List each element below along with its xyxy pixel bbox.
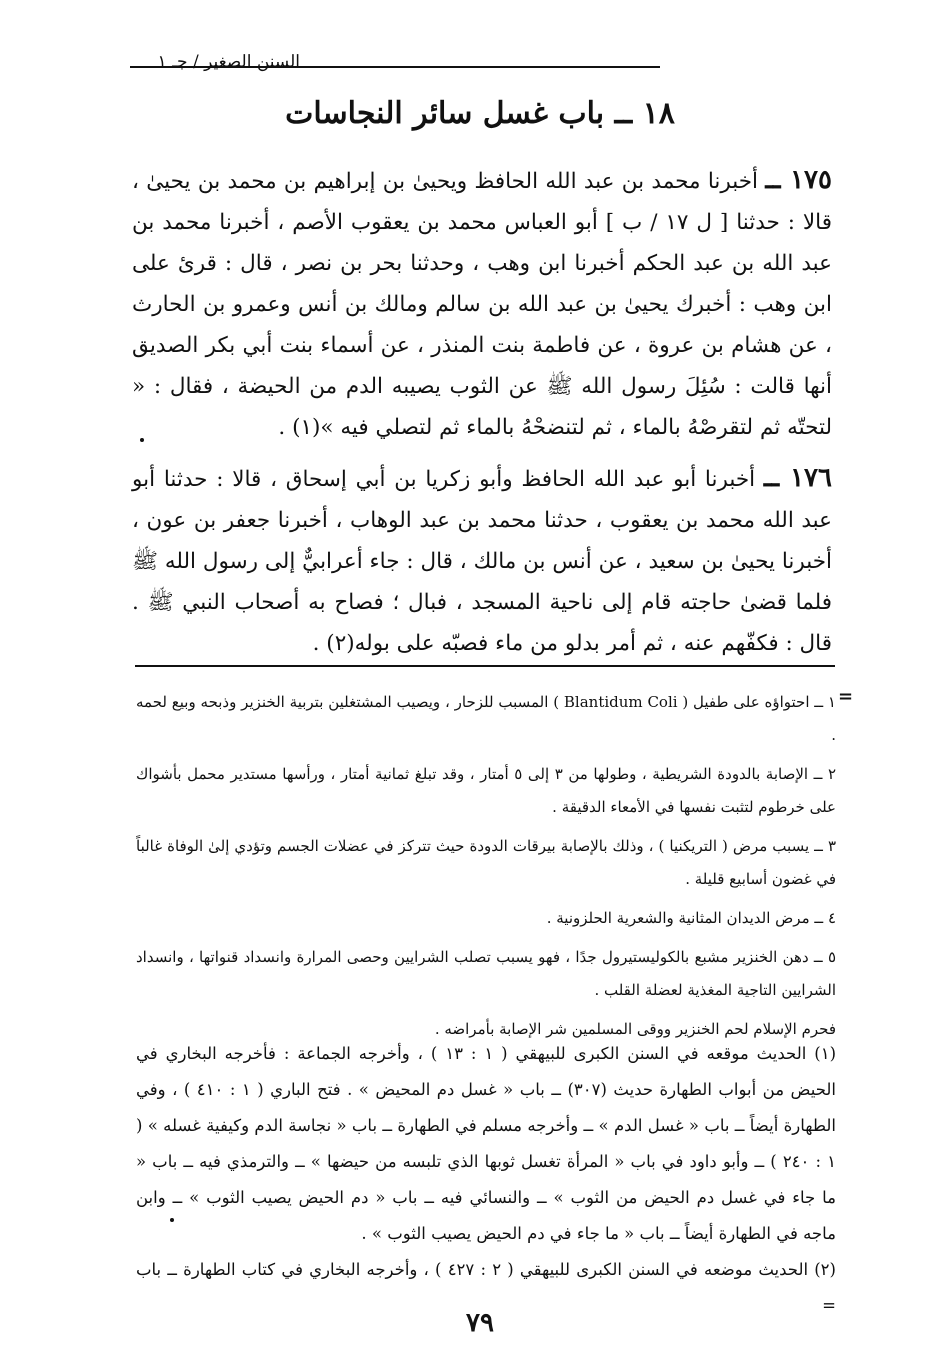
chapter-title: ١٨ ــ باب غسل سائر النجاسات: [285, 96, 675, 131]
footnote-1: (١) الحديث موقعه في السنن الكبرى للبيهقي ( ١ : ١٣ ) ، وأخرجه الجماعة : فأخرجه البخاري في الحيض من أبواب الطهارة حديث (٣٠٧) ــ باب « غسل دم المحيض » . فتح الباري ( ١ : ٤١٠ ) ، وفي الطهارة أيضاً ــ باب « غسل الدم » ــ وأخرجه مسلم في الطهارة ــ باب « نجاسة الدم وكيفية غسله » ( ١ : ٢٤٠ ) ــ وأبو داود في باب « المرأة تغسل ثوبها الذي تلبسه من حيضها » ــ والترمذي فيه ــ باب « ما جاء في غسل دم الحيض من الثوب » ــ والنسائي فيه ــ باب « دم الحيض يصيب الثوب » ــ وابن ماجه في الطهارة أيضاً ــ باب « ما جاء في دم الحيض يصيب الثوب » .: [136, 1044, 836, 1243]
hadith-footnotes: [136, 1036, 836, 1324]
running-header-title: السنن الصغير / جـ ١: [157, 52, 300, 72]
note-item: ٥ ــ دهن الخنزير مشبع بالكوليستيرول جدًا ، فهو يسبب تصلب الشرايين وحصى المرارة وانسداد قنواتها ، وانسداد الشرايين التاجية المغذية لعضلة القلب .: [136, 948, 836, 999]
page-number: ٧٩: [466, 1308, 494, 1338]
note-item: ٤ ــ مرض الديدان المثانية والشعرية الحلزونية .: [546, 909, 836, 927]
hadith-text: أخبرنا أبو عبد الله الحافظ وأبو زكريا بن أبي إسحاق ، قالا : حدثنا أبو عبد الله محمد بن يعقوب ، حدثنا محمد بن عبد الوهاب ، أخبرنا جعفر بن عون ، أخبرنا يحيىٰ بن سعيد ، عن أنس بن مالك ، قال : جاء أعرابيٌّ إلى رسول الله ﷺ فلما قضىٰ حاجته قام إلى ناحية المسجد ، فبال ؛ فصاح به أصحاب النبي ﷺ . قال : فكفّهم عنه ، ثم أمر بدلو من ماء فصبّه على بوله(٢) .: [132, 467, 832, 656]
hadith-text: أخبرنا محمد بن عبد الله الحافظ ويحيىٰ بن إبراهيم بن محمد بن يحيىٰ ، قالا : حدثنا [ ل ١٧ / ب ] أبو العباس محمد بن يعقوب الأصم ، أخبرنا محمد بن عبد الله بن عبد الحكم أخبرنا ابن وهب ، وحدثنا بحر بن نصر ، قال : قرئ على ابن وهب : أخبرك يحيىٰ بن عبد الله بن سالم ومالك بن أنس وعمرو بن الحارث ، عن هشام بن عروة ، عن فاطمة بنت المنذر ، عن أسماء بنت أبي بكر الصديق أنها قالت : سُئِلَ رسول الله ﷺ عن الثوب يصيبه الدم من الحيضة ، فقال : « لتحتّه ثم لتقرصْهُ بالماء ، ثم لتنضحْهُ بالماء ثم لتصلي فيه »(١) .: [132, 169, 832, 440]
ink-speck: [140, 438, 144, 442]
header-rule: [130, 66, 660, 68]
footnote-2: (٢) الحديث موضعه في السنن الكبرى للبيهقي ( ٢ : ٤٢٧ ) ، وأخرجه البخاري في كتاب الطهارة ــ باب =: [136, 1260, 836, 1315]
note-item: ١ ــ احتواؤه على طفيل ( Blantidum Coli ) المسبب للزحار ، ويصيب المشتغلين بتربية الخنزير وذبحه وبيع لحمه .: [136, 693, 836, 744]
hadith-175: [132, 160, 832, 448]
running-header: [130, 52, 830, 76]
ink-speck: [170, 1218, 174, 1222]
note-item: ٢ ــ الإصابة بالدودة الشريطية ، وطولها من ٣ إلى ٥ أمتار ، وقد تبلغ ثمانية أمتار ، ورأسها مستدير محمل بأشواك على خرطوم لتثبت نفسها في الأمعاء الدقيقة .: [136, 765, 837, 816]
hadith-number: ١٧٦ ــ: [763, 463, 832, 493]
note-item: ٣ ــ يسبب مرض ( التريكنيا ) ، وذلك بالإصابة بيرقات الدودة حيث تتركز في عضلات الجسم وتؤدي إلىٰ الوفاة غالباً في غضون أسابيع قليلة .: [136, 837, 836, 888]
footnote-separator: [135, 665, 835, 667]
modern-notes: [136, 686, 836, 1052]
hadith-number: ١٧٥ ــ: [765, 165, 832, 195]
note-item: فحرم الإسلام لحم الخنزير ووقى المسلمين شر الإصابة بأمراضه .: [434, 1020, 836, 1038]
hadith-176: [132, 458, 832, 664]
continuation-mark: =: [838, 686, 854, 707]
